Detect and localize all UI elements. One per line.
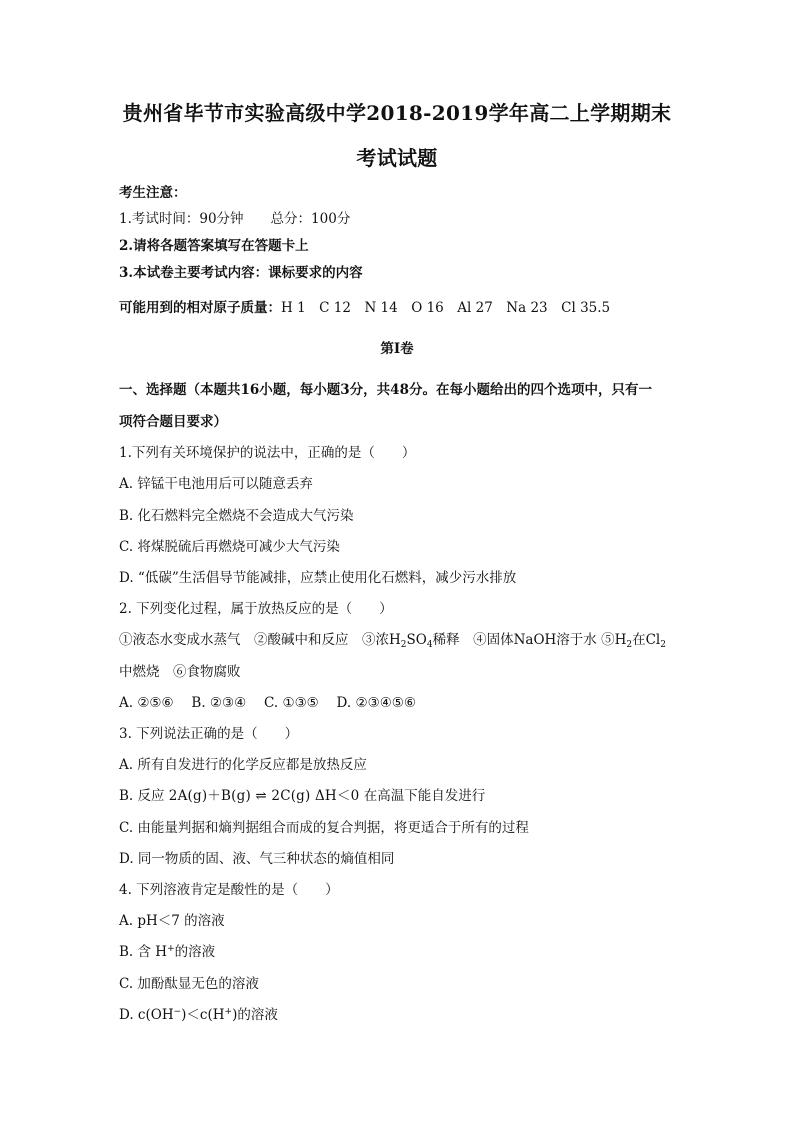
q3-option-b-suffix: 在高温下能自发进行 [359, 788, 486, 804]
q2-sub-2: 4 [426, 640, 433, 650]
q4-stem: 4. 下列溶液肯定是酸性的是（ ） [119, 882, 339, 898]
q4-sup-plus-2: + [224, 1007, 233, 1017]
q1-option-d: D. “低碳”生活倡导节能减排，应禁止使用化石燃料，减少污水排放 [119, 570, 517, 586]
page-title-line1: 贵州省毕节市实验高级中学2018-2019学年高二上学期期末 [122, 101, 672, 125]
q2-items-text-a: ①液态水变成水蒸气 ②酸碱中和反应 ③浓H [119, 632, 401, 648]
q1-option-b: B. 化石燃料完全燃烧不会造成大气污染 [119, 508, 354, 524]
volume-label: 第I卷 [380, 341, 414, 357]
q4-option-a: A. pH＜7 的溶液 [119, 913, 225, 929]
notes-item-1: 1.考试时间：90分钟 总分：100分 [119, 211, 351, 227]
q4-option-d-text-a: D. c(OH [119, 1007, 174, 1023]
q2-items-line1 [119, 628, 666, 650]
q3-option-c: C. 由能量判据和熵判据组合而成的复合判据，将更适合于所有的过程 [119, 820, 529, 836]
q3-option-a: A. 所有自发进行的化学反应都是放热反应 [119, 757, 367, 773]
q4-option-d-text-b: )＜c(H [181, 1007, 225, 1023]
q2-sub-4: 2 [660, 640, 666, 650]
atomic-mass-label: 可能用到的相对原子质量： [119, 300, 281, 316]
q3-option-b [119, 784, 485, 804]
q4-option-b-text-b: 的溶液 [174, 944, 216, 960]
q2-items-text-b: SO [406, 632, 427, 648]
section-instructions-line1: 一、选择题（本题共16小题，每小题3分，共48分。在每小题给出的四个选项中，只有一 [119, 382, 652, 398]
q3-option-b-prefix: B. 反应 [119, 788, 169, 804]
q2-items-text-c: 稀释 ④固体NaOH溶于水 ⑤H [432, 632, 627, 648]
q4-option-d [119, 1003, 278, 1023]
q2-stem: 2. 下列变化过程，属于放热反应的是（ ） [119, 601, 393, 617]
q3-option-d: D. 同一物质的固、液、气三种状态的熵值相同 [119, 851, 395, 867]
notes-item-2: 2.请将各题答案填写在答题卡上 [119, 238, 309, 254]
q4-sup-plus: + [167, 944, 175, 954]
q4-sup-minus: − [173, 1007, 182, 1017]
atomic-mass-line [119, 296, 610, 316]
q3-stem: 3. 下列说法正确的是（ ） [119, 726, 299, 742]
q2-items-line2: 中燃烧 ⑥食物腐败 [119, 664, 241, 680]
section-instructions-line2: 项符合题目要求） [119, 414, 227, 430]
q4-option-b-text-a: B. 含 H [119, 944, 168, 960]
q2-options: A. ②⑤⑥ B. ②③④ C. ①③⑤ D. ②③④⑤⑥ [119, 695, 416, 711]
page-title-line2: 考试试题 [356, 146, 438, 170]
q3-equation: 2A(g)＋B(g) ⇌ 2C(g) ΔH＜0 [168, 788, 360, 804]
q4-option-d-text-c: )的溶液 [232, 1007, 278, 1023]
q2-sub-3: 2 [626, 640, 633, 650]
q1-stem: 1.下列有关环境保护的说法中，正确的是（ ） [119, 445, 416, 461]
notes-heading: 考生注意： [119, 185, 187, 201]
q1-option-a: A. 锌锰干电池用后可以随意丢弃 [119, 476, 313, 492]
q4-option-b [119, 940, 215, 960]
q1-option-c: C. 将煤脱硫后再燃烧可减少大气污染 [119, 539, 340, 555]
q2-items-text-d: 在Cl [632, 632, 661, 648]
atomic-mass-values: H 1 C 12 N 14 O 16 Al 27 Na 23 Cl 35.5 [281, 300, 611, 316]
notes-item-3: 3.本试卷主要考试内容：课标要求的内容 [119, 265, 363, 281]
q4-option-c: C. 加酚酞显无色的溶液 [119, 976, 259, 992]
q2-sub-1: 2 [400, 640, 407, 650]
